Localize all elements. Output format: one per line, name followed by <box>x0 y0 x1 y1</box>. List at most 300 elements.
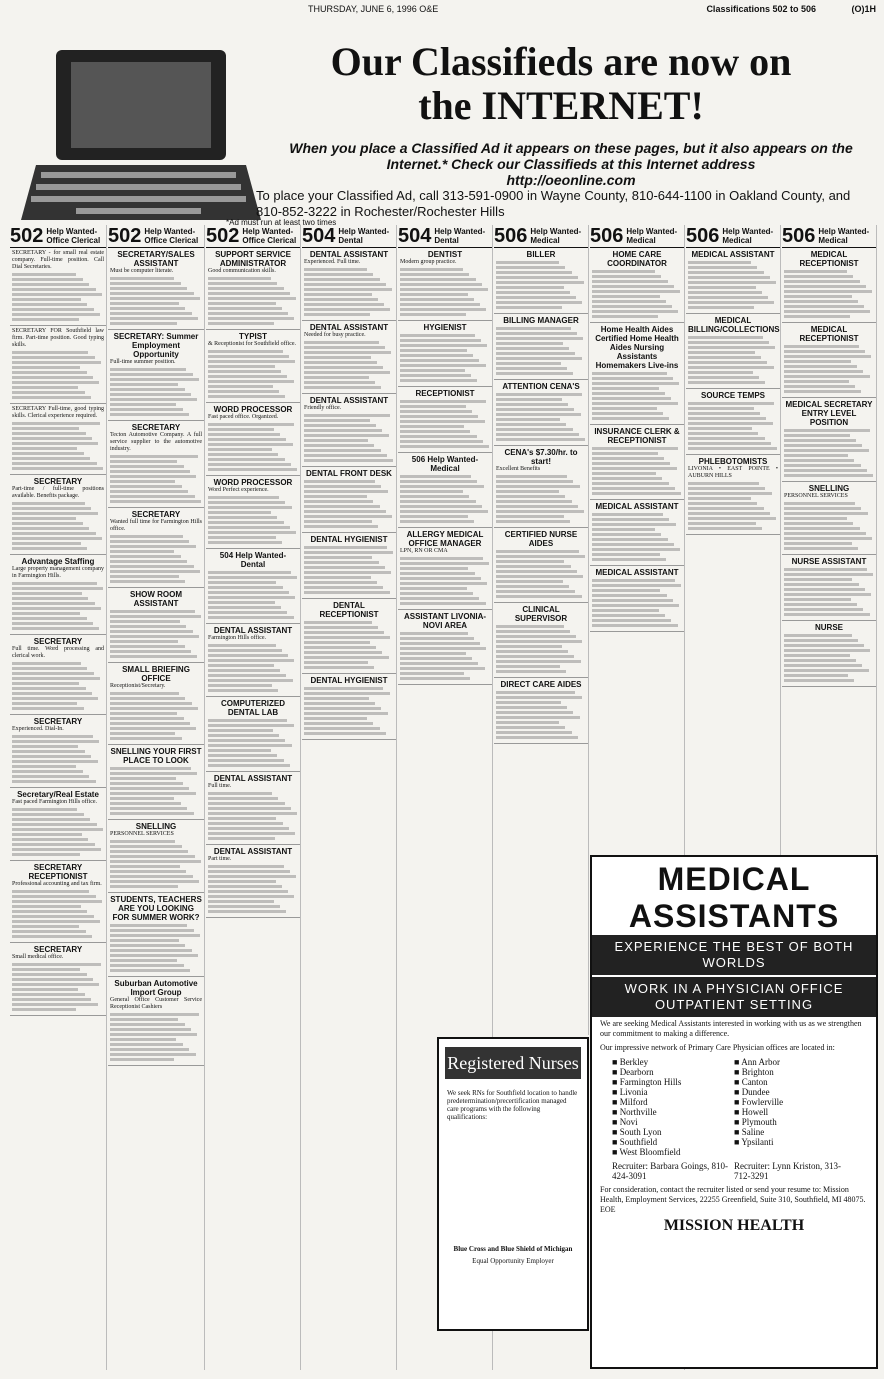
ad-text-line <box>688 336 763 339</box>
ad-text-line <box>110 929 194 932</box>
ad-text-line <box>110 277 174 280</box>
ad-text-line <box>592 614 665 617</box>
ad-text-line <box>784 507 861 510</box>
ad-text-line <box>496 580 563 583</box>
ad-text-line <box>208 724 294 727</box>
ad-text-line <box>496 281 584 284</box>
ad-text-line <box>784 459 854 462</box>
ad-text-line <box>400 490 463 493</box>
ad-text-line <box>110 475 196 478</box>
ad-text-line <box>400 495 469 498</box>
ad-text-line <box>12 597 88 600</box>
ad-text-line <box>208 571 291 574</box>
ad-text-line <box>496 515 564 518</box>
ad-text-line <box>12 366 80 369</box>
ad-text-line <box>12 818 90 821</box>
classified-ad <box>10 635 106 715</box>
ad-text-line <box>496 736 578 739</box>
ad-text-line <box>496 332 577 335</box>
ad-text-line <box>784 365 857 368</box>
ad-heading: NURSE <box>814 623 843 632</box>
ad-text-line <box>12 828 103 831</box>
location-item: ■ Plymouth <box>734 1117 856 1127</box>
column-7 <box>686 225 781 855</box>
ad-text-line <box>496 266 565 269</box>
ad-text-line <box>110 812 194 815</box>
ad-heading: DENTAL ASSISTANT <box>309 250 389 259</box>
column-header <box>398 225 492 248</box>
classified-ad <box>10 943 106 1016</box>
ad-text-line <box>688 301 774 304</box>
classified-ad <box>782 398 876 482</box>
ad-text-line <box>688 422 773 425</box>
ad-text-line <box>110 550 174 553</box>
column-1 <box>108 225 205 1370</box>
classification-number: 506 <box>590 225 624 247</box>
ad-heading: MEDICAL ASSISTANT <box>595 568 679 577</box>
ad-body: SECRETARY Full-time, good typing skills. Clerical experience required. <box>12 406 104 419</box>
ad-text-line <box>304 702 375 705</box>
ad-text-line <box>110 580 185 583</box>
ad-text-line <box>208 390 279 393</box>
ad-text-line <box>688 281 776 284</box>
ad-text-line <box>496 306 562 309</box>
ad-text-line <box>208 644 276 647</box>
ad-text-line <box>496 585 569 588</box>
ad-text-line <box>12 602 95 605</box>
location-item: ■ Ypsilanti <box>734 1137 856 1147</box>
ad-text-line <box>688 427 752 430</box>
ad-text-line <box>12 313 100 316</box>
ad-text-line <box>12 298 81 301</box>
ad-text-line <box>12 993 85 996</box>
ad-text-line <box>304 341 379 344</box>
ad-text-line <box>110 465 184 468</box>
ad-heading: DENTAL ASSISTANT <box>309 396 389 405</box>
ad-text-line <box>688 507 764 510</box>
ad-text-line <box>110 772 197 775</box>
ad-text-line <box>12 371 87 374</box>
ad-text-line <box>110 717 184 720</box>
ad-text-line <box>784 634 852 637</box>
ad-text-line <box>12 988 78 991</box>
ad-text-line <box>110 620 180 623</box>
rn-eoe: Equal Opportunity Employer <box>472 1257 554 1265</box>
ad-heading: MEDICAL SECRETARY ENTRY LEVEL POSITION <box>785 400 873 427</box>
ad-text-line <box>110 393 191 396</box>
ad-text-line <box>110 1038 176 1041</box>
ad-text-line <box>12 920 100 923</box>
ad-body: PERSONNEL SERVICES <box>784 493 848 499</box>
ad-text-line <box>304 576 371 579</box>
classified-ad <box>494 314 588 380</box>
ad-body: Fast paced office. Organized. <box>208 414 279 420</box>
ad-heading: Secretary/Real Estate <box>17 790 99 799</box>
ad-heading: CLINICAL SUPERVISOR <box>514 605 568 623</box>
ad-text-line <box>12 432 86 435</box>
ad-text-line <box>110 317 198 320</box>
ad-text-line <box>208 282 277 285</box>
ad-body: Modern group practice. <box>400 259 457 265</box>
ad-text-line <box>400 637 474 640</box>
classified-ad <box>10 788 106 861</box>
ad-text-line <box>12 293 102 296</box>
ad-text-line <box>12 983 99 986</box>
ad-text-line <box>304 386 381 389</box>
ad-text-line <box>688 402 774 405</box>
ad-text-line <box>400 410 472 413</box>
column-header <box>686 225 780 248</box>
ad-text-line <box>12 537 102 540</box>
ad-text-line <box>12 422 100 425</box>
column-header <box>494 225 588 248</box>
classified-ad <box>398 248 492 321</box>
ad-text-line <box>304 707 381 710</box>
classification-number: 502 <box>206 225 240 247</box>
ad-body: LIVONIA • EAST POINTE • AUBURN HILLS <box>688 466 778 479</box>
ad-text-line <box>304 273 373 276</box>
classified-ad <box>108 745 204 820</box>
ad-heading: HOME CARE COORDINATOR <box>607 250 667 268</box>
ad-text-line <box>784 532 866 535</box>
column-header <box>590 225 684 248</box>
ad-text-line <box>12 780 96 783</box>
ad-text-line <box>110 797 174 800</box>
ad-text-line <box>304 661 368 664</box>
ad-text-line <box>208 759 284 762</box>
ad-text-line <box>110 485 182 488</box>
ad-text-line <box>496 731 572 734</box>
ad-text-line <box>592 543 674 546</box>
ad-text-line <box>784 522 853 525</box>
ad-text-line <box>784 644 864 647</box>
ad-text-line <box>110 287 187 290</box>
ad-text-line <box>208 423 294 426</box>
banner-url[interactable]: http://oeonline.com <box>506 172 636 188</box>
classified-ad <box>590 566 684 632</box>
column-header <box>10 225 106 248</box>
ad-text-line <box>208 521 284 524</box>
ad-heading: DENTIST <box>427 250 463 259</box>
ad-text-line <box>304 641 370 644</box>
ad-heading: SECRETARY <box>33 717 83 726</box>
ad-body: Fast paced Farmington Hills office. <box>12 799 98 805</box>
ad-text-line <box>12 677 100 680</box>
ad-text-line <box>592 477 662 480</box>
classification-number: 502 <box>10 225 44 247</box>
ad-text-line <box>12 386 78 389</box>
column-8 <box>782 225 877 855</box>
ad-text-line <box>12 532 96 535</box>
ad-text-line <box>12 770 83 773</box>
ad-text-line <box>110 712 177 715</box>
ad-text-line <box>592 315 658 318</box>
ad-text-line <box>496 342 563 345</box>
ad-text-line <box>592 295 660 298</box>
ad-text-line <box>208 754 277 757</box>
ad-text-line <box>496 505 578 508</box>
ad-text-line <box>592 533 661 536</box>
ad-text-line <box>208 812 297 815</box>
classification-number: 506 <box>782 225 816 247</box>
ad-text-line <box>208 395 285 398</box>
ad-text-line <box>592 285 674 288</box>
ad-text-line <box>208 880 276 883</box>
ad-text-line <box>688 487 765 490</box>
ad-text-line <box>208 885 282 888</box>
ma-recruiter-right: Recruiter: Lynn Kriston, 313-712-3291 <box>734 1161 841 1181</box>
ad-text-line <box>400 582 487 585</box>
classified-ad <box>494 446 588 528</box>
ad-text-line <box>110 782 183 785</box>
ad-text-line <box>304 525 378 528</box>
ad-text-line <box>784 305 864 308</box>
banner-fine-print: *Ad must run at least two times <box>226 218 337 227</box>
ad-heading: SNELLING <box>135 822 177 831</box>
ad-text-line <box>208 890 288 893</box>
ad-text-line <box>12 376 93 379</box>
ad-text-line <box>12 687 86 690</box>
ad-text-line <box>784 674 848 677</box>
rn-title: Registered Nurses <box>445 1047 581 1079</box>
classification-number: 506 <box>686 225 720 247</box>
classification-number: 502 <box>108 225 142 247</box>
ad-body: Small medical office. <box>12 954 64 960</box>
ad-text-line <box>592 270 655 273</box>
ad-text-line <box>110 924 187 927</box>
ad-text-line <box>592 447 678 450</box>
ad-text-line <box>12 381 99 384</box>
ad-text-line <box>208 586 283 589</box>
ad-text-line <box>12 278 83 281</box>
ma-network: Our impressive network of Primary Care Physician offices are located in: <box>600 1043 835 1052</box>
ad-text-line <box>400 520 474 523</box>
ad-text-line <box>12 963 101 966</box>
classified-ad <box>302 394 396 467</box>
ad-text-line <box>110 880 199 883</box>
ad-text-line <box>784 639 858 642</box>
ad-text-line <box>12 303 87 306</box>
ad-text-line <box>110 555 181 558</box>
ad-text-line <box>592 305 672 308</box>
ad-text-line <box>496 347 569 350</box>
ad-text-line <box>12 283 89 286</box>
ad-text-line <box>110 807 187 810</box>
ad-text-line <box>110 840 175 843</box>
ad-text-line <box>304 459 393 462</box>
classified-ad <box>590 323 684 425</box>
ad-text-line <box>208 506 292 509</box>
ad-text-line <box>12 667 87 670</box>
ad-text-line <box>400 400 486 403</box>
ad-heading: BILLING MANAGER <box>503 316 579 325</box>
ad-text-line <box>592 377 673 380</box>
ad-text-line <box>496 570 577 573</box>
ad-text-line <box>12 288 96 291</box>
ad-text-line <box>12 905 81 908</box>
ad-text-line <box>304 621 372 624</box>
ad-text-line <box>496 271 572 274</box>
ad-text-line <box>208 596 295 599</box>
ad-text-line <box>496 590 575 593</box>
ad-text-line <box>12 998 91 1001</box>
classified-ad <box>398 321 492 387</box>
ad-text-line <box>688 376 759 379</box>
ad-text-line <box>592 599 673 602</box>
ad-text-line <box>592 372 667 375</box>
ad-text-line <box>304 308 390 311</box>
ad-text-line <box>304 591 390 594</box>
ad-text-line <box>12 760 98 763</box>
ad-text-line <box>208 827 289 830</box>
location-item: ■ Novi <box>612 1117 734 1127</box>
ad-text-line <box>304 586 383 589</box>
classified-ad <box>10 326 106 404</box>
ad-text-line <box>688 361 767 364</box>
ad-text-line <box>110 865 180 868</box>
ad-text-line <box>12 662 81 665</box>
ad-text-line <box>110 949 192 952</box>
ad-text-line <box>304 485 381 488</box>
ad-text-line <box>304 520 372 523</box>
ad-text-line <box>592 300 666 303</box>
ad-text-line <box>400 354 473 357</box>
ad-text-line <box>12 592 82 595</box>
ad-body: Full-time summer position. <box>110 359 176 365</box>
ad-text-line <box>110 282 181 285</box>
ad-text-line <box>208 453 278 456</box>
ad-text-line <box>110 732 175 735</box>
ad-body: Needed for busy practice. <box>304 332 366 338</box>
classified-ad <box>206 772 300 845</box>
classified-ad <box>494 248 588 314</box>
ad-text-line <box>110 480 175 483</box>
ad-text-line <box>110 500 201 503</box>
classified-ad <box>398 453 492 528</box>
ad-text-line <box>110 630 193 633</box>
ad-body: Excellent Benefits <box>496 466 541 472</box>
ad-text-line <box>208 910 286 913</box>
ad-text-line <box>208 905 280 908</box>
ad-text-line <box>400 562 489 565</box>
ad-text-line <box>12 512 98 515</box>
ad-text-line <box>496 490 559 493</box>
ad-text-line <box>400 657 472 660</box>
ad-text-line <box>208 292 290 295</box>
ad-text-line <box>12 895 96 898</box>
ma-locations <box>592 1055 876 1159</box>
ad-body: PERSONNEL SERVICES <box>110 831 174 837</box>
ad-heading: DENTAL FRONT DESK <box>306 469 392 478</box>
ad-text-line <box>496 418 560 421</box>
ad-text-line <box>12 755 91 758</box>
classified-ad <box>686 389 780 455</box>
ad-text-line <box>784 449 869 452</box>
ad-text-line <box>304 546 387 549</box>
ad-text-line <box>496 645 562 648</box>
ad-body: & Receptionist for Southfield office. <box>208 341 297 347</box>
ad-text-line <box>12 750 85 753</box>
classification-label: Help Wanted-Office Clerical <box>46 227 101 245</box>
ad-text-line <box>110 1053 196 1056</box>
ad-text-line <box>400 293 468 296</box>
classified-ad <box>590 248 684 323</box>
ad-text-line <box>400 500 476 503</box>
ad-text-line <box>496 433 579 436</box>
ad-text-line <box>592 558 666 561</box>
ad-text-line <box>208 817 276 820</box>
classified-ad <box>398 610 492 685</box>
ad-text-line <box>592 619 671 622</box>
ad-body: SECRETARY FOR Southfield law firm. Part-time position. Good typing skills. <box>12 328 104 348</box>
ad-text-line <box>496 640 582 643</box>
ad-text-line <box>208 729 273 732</box>
ad-text-line <box>304 454 387 457</box>
ad-text-line <box>784 664 862 667</box>
ad-text-line <box>208 312 288 315</box>
ad-heading: DENTAL ASSISTANT <box>213 847 293 856</box>
ad-text-line <box>12 910 87 913</box>
ad-text-line <box>784 280 860 283</box>
ad-text-line <box>110 625 186 628</box>
ad-text-line <box>592 513 663 516</box>
classified-ad <box>782 323 876 398</box>
ad-text-line <box>592 417 669 420</box>
location-item: ■ Ann Arbor <box>734 1057 856 1067</box>
classification-label: Help Wanted-Dental <box>338 227 390 245</box>
ad-text-line <box>496 711 573 714</box>
classified-ad <box>10 475 106 555</box>
ad-text-line <box>208 501 285 504</box>
header-date: THURSDAY, JUNE 6, 1996 O&E <box>308 4 439 14</box>
ad-text-line <box>496 655 574 658</box>
ad-text-line <box>784 474 873 477</box>
ad-text-line <box>400 283 482 286</box>
ad-text-line <box>592 589 660 592</box>
ad-text-line <box>688 482 759 485</box>
ad-text-line <box>496 635 576 638</box>
ad-text-line <box>110 969 190 972</box>
ad-text-line <box>12 517 76 520</box>
internet-banner <box>16 40 868 230</box>
classified-ad <box>108 248 204 330</box>
ad-text-line <box>304 646 376 649</box>
ad-text-line <box>688 286 756 289</box>
ad-text-line <box>400 268 463 271</box>
ad-text-line <box>12 542 81 545</box>
ad-text-line <box>688 381 765 384</box>
ad-text-line <box>12 765 76 768</box>
ad-text-line <box>496 408 574 411</box>
ad-text-line <box>12 707 84 710</box>
ad-text-line <box>110 610 195 613</box>
ad-text-line <box>496 423 566 426</box>
ad-text-line <box>208 531 296 534</box>
ad-text-line <box>208 734 279 737</box>
ad-text-line <box>110 312 192 315</box>
ad-text-line <box>496 393 582 396</box>
ad-text-line <box>496 428 573 431</box>
ad-text-line <box>592 472 656 475</box>
ad-text-line <box>592 538 668 541</box>
ad-text-line <box>12 813 84 816</box>
ad-text-line <box>208 870 290 873</box>
rn-body: We seek RNs for Southfield location to handle predetermination/precertification managed care programs with the following qualifications: <box>447 1089 578 1121</box>
ad-text-line <box>208 433 280 436</box>
ad-text-line <box>400 349 467 352</box>
classified-ad <box>108 663 204 745</box>
ad-heading: SECRETARY <box>33 637 83 646</box>
